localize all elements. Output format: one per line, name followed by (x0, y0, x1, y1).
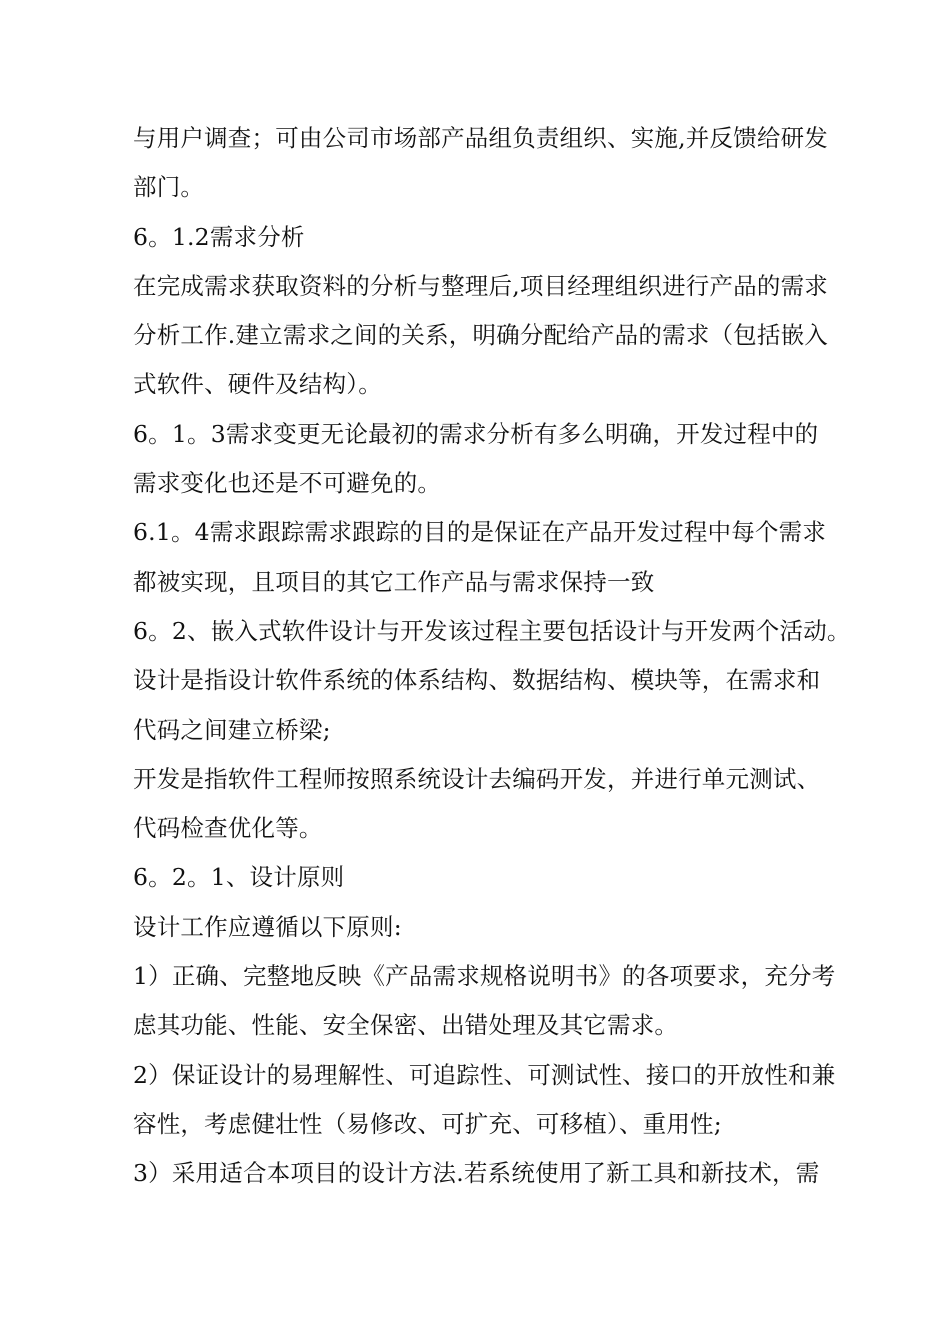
list-item-line: 容性，考虑健壮性（易修改、可扩充、可移植）、重用性; (133, 1109, 722, 1138)
text-line: 代码之间建立桥梁; (133, 715, 331, 744)
text-line: 式软件、硬件及结构）。 (133, 370, 382, 399)
text-line: 在完成需求获取资料的分析与整理后,项目经理组织进行产品的需求 (133, 271, 828, 300)
document-body (133, 114, 851, 1199)
text-line: 6。2、嵌入式软件设计与开发该过程主要包括设计与开发两个活动。 (133, 616, 851, 645)
text-line: 开发是指软件工程师按照系统设计去编码开发，并进行单元测试、 (133, 764, 821, 793)
text-line: 6.1。4需求跟踪需求跟踪的目的是保证在产品开发过程中每个需求 (133, 518, 827, 547)
text-line: 需求变化也还是不可避免的。 (133, 469, 442, 498)
text-line: 6。1。3需求变更无论最初的需求分析有多么明确，开发过程中的 (133, 419, 819, 448)
text-line: 与用户调查；可由公司市场部产品组负责组织、实施,并反馈给研发 (133, 124, 828, 152)
text-line: 代码检查优化等。 (133, 814, 323, 843)
text-line: 设计是指设计软件系统的体系结构、数据结构、模块等，在需求和 (133, 666, 821, 695)
text-line: 设计工作应遵循以下原则: (133, 912, 402, 941)
list-item-line: 2）保证设计的易理解性、可追踪性、可测试性、接口的开放性和兼 (133, 1060, 836, 1089)
text-line: 部门。 (133, 173, 205, 202)
list-item-line: 虑其功能、性能、安全保密、出错处理及其它需求。 (133, 1011, 679, 1040)
text-line: 都被实现，且项目的其它工作产品与需求保持一致 (133, 567, 655, 596)
section-heading: 6。2。1、设计原则 (133, 863, 345, 892)
section-heading: 6。1.2需求分析 (133, 222, 305, 251)
list-item-line: 1）正确、完整地反映《产品需求规格说明书》的各项要求，充分考 (133, 962, 836, 991)
text-line: 分析工作.建立需求之间的关系，明确分配给产品的需求（包括嵌入 (133, 321, 828, 350)
list-item-line: 3）采用适合本项目的设计方法.若系统使用了新工具和新技术，需 (133, 1159, 820, 1188)
